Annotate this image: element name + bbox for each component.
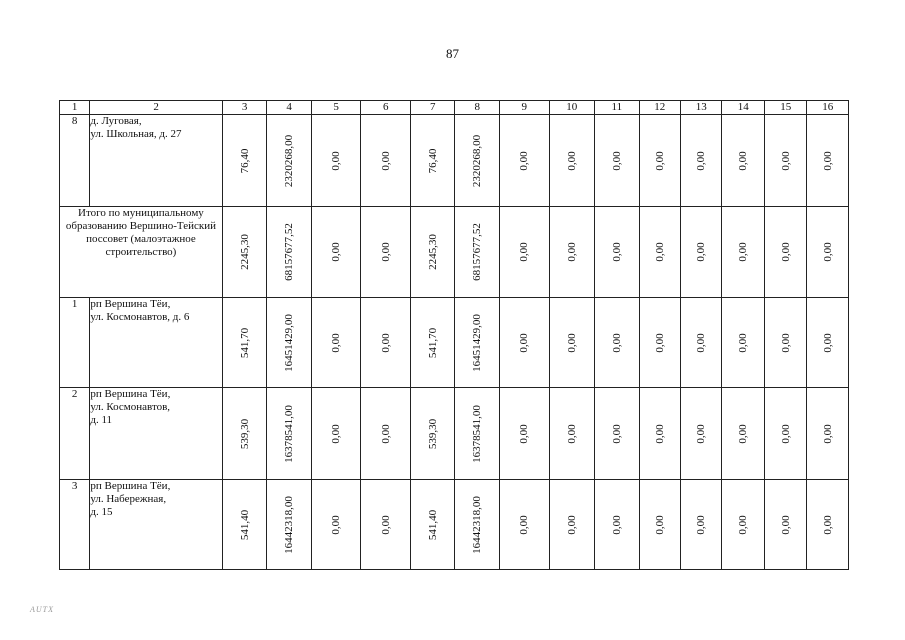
value-cell: [222, 388, 267, 480]
value-cell: [455, 115, 500, 207]
row-number: 2: [60, 388, 90, 480]
value-cell: [455, 388, 500, 480]
value-cell: [410, 115, 455, 207]
value-text: 0,00: [737, 242, 750, 262]
header-cell: 3: [222, 101, 267, 115]
header-cell: 4: [267, 101, 312, 115]
value-text: 0,00: [653, 423, 666, 444]
value-cell: [595, 480, 640, 570]
header-cell: 13: [681, 101, 722, 115]
value-text: 0,00: [330, 514, 343, 535]
value-cell: [681, 298, 722, 388]
value-text: 0,00: [821, 150, 834, 171]
value-text: 0,00: [695, 423, 708, 444]
value-cell: [549, 207, 595, 298]
value-text: 76,40: [238, 148, 251, 173]
value-text: 0,00: [610, 150, 623, 171]
value-text: 0,00: [695, 242, 708, 262]
value-text: 541,40: [238, 509, 251, 540]
value-cell: [455, 207, 500, 298]
value-cell: [410, 388, 455, 480]
header-cell: 5: [311, 101, 361, 115]
value-text: 68157677,52: [471, 223, 484, 281]
value-cell: [311, 298, 361, 388]
value-text: 2320268,00: [471, 134, 484, 187]
value-cell: [722, 298, 764, 388]
value-text: 541,70: [426, 327, 439, 358]
value-cell: [681, 207, 722, 298]
value-text: 0,00: [737, 150, 750, 171]
value-cell: [222, 115, 267, 207]
value-text: 0,00: [565, 242, 578, 262]
table-row: [60, 115, 849, 207]
table-row: [60, 298, 849, 388]
value-text: 0,00: [330, 242, 343, 262]
value-cell: [639, 298, 680, 388]
value-cell: [455, 298, 500, 388]
value-text: 0,00: [610, 423, 623, 444]
value-cell: [764, 388, 806, 480]
page-number: 87: [446, 46, 459, 61]
value-text: 0,00: [779, 150, 792, 171]
value-cell: [222, 480, 267, 570]
value-text: 0,00: [565, 423, 578, 444]
value-text: 16451429,00: [283, 313, 296, 372]
value-text: 0,00: [821, 242, 834, 262]
header-cell: 16: [807, 101, 849, 115]
value-cell: [311, 388, 361, 480]
value-cell: [595, 388, 640, 480]
value-text: 0,00: [379, 242, 392, 262]
data-table: [59, 100, 849, 570]
value-cell: [267, 480, 312, 570]
row-number: 1: [60, 298, 90, 388]
value-cell: [549, 388, 595, 480]
value-cell: [764, 298, 806, 388]
value-text: 0,00: [695, 332, 708, 353]
value-cell: [807, 388, 849, 480]
value-text: 0,00: [330, 423, 343, 444]
value-text: 16378541,00: [283, 404, 296, 463]
header-cell: 6: [361, 101, 411, 115]
value-text: 0,00: [653, 514, 666, 535]
value-text: 0,00: [565, 332, 578, 353]
value-cell: [410, 298, 455, 388]
value-text: 0,00: [518, 514, 531, 535]
value-text: 76,40: [426, 148, 439, 173]
table-row-total: [60, 207, 849, 298]
value-cell: [764, 480, 806, 570]
value-cell: [764, 207, 806, 298]
value-cell: [499, 388, 549, 480]
header-cell: 10: [549, 101, 595, 115]
total-label-cell: [60, 207, 223, 298]
value-text: 0,00: [779, 423, 792, 444]
value-text: 0,00: [610, 332, 623, 353]
value-text: 0,00: [821, 423, 834, 444]
header-cell: 14: [722, 101, 764, 115]
value-text: 0,00: [610, 514, 623, 535]
value-cell: [455, 480, 500, 570]
value-text: 0,00: [737, 332, 750, 353]
value-cell: [722, 480, 764, 570]
value-cell: [807, 298, 849, 388]
value-cell: [267, 388, 312, 480]
value-text: 0,00: [695, 514, 708, 535]
value-text: 0,00: [737, 423, 750, 444]
value-cell: [311, 480, 361, 570]
value-cell: [311, 115, 361, 207]
value-text: 539,30: [426, 418, 439, 449]
value-text: 0,00: [737, 514, 750, 535]
header-cell: 8: [455, 101, 500, 115]
value-cell: [722, 388, 764, 480]
value-cell: [595, 298, 640, 388]
value-text: 0,00: [695, 150, 708, 171]
value-text: 0,00: [653, 242, 666, 262]
value-text: 0,00: [379, 150, 392, 171]
header-cell: 1: [60, 101, 90, 115]
value-cell: [410, 207, 455, 298]
value-text: 541,40: [426, 509, 439, 540]
value-cell: [499, 298, 549, 388]
header-row: [60, 101, 849, 115]
value-text: 16442318,00: [283, 495, 296, 554]
value-text: 0,00: [653, 150, 666, 171]
value-cell: [549, 298, 595, 388]
value-cell: [311, 207, 361, 298]
value-text: 0,00: [518, 150, 531, 171]
value-cell: [722, 207, 764, 298]
value-cell: [681, 115, 722, 207]
value-cell: [764, 115, 806, 207]
address-cell: [90, 388, 223, 480]
total-label-text: Итого по муниципальному образованию Вершино-Тейский поссовет (малоэтажное строительство): [65, 207, 216, 258]
address-text: рп Вершина Тёи, ул. Космонавтов, д. 6: [90, 298, 190, 323]
footer-mark: AUTX: [30, 605, 54, 614]
row-number: 3: [60, 480, 90, 570]
value-cell: [639, 115, 680, 207]
value-cell: [639, 207, 680, 298]
value-text: 0,00: [779, 242, 792, 262]
value-text: 0,00: [565, 150, 578, 171]
value-text: 0,00: [610, 242, 623, 262]
value-cell: [499, 207, 549, 298]
value-text: 0,00: [821, 332, 834, 353]
value-cell: [361, 115, 411, 207]
header-cell: 7: [410, 101, 455, 115]
value-text: 539,30: [238, 418, 251, 449]
value-cell: [639, 388, 680, 480]
address-cell: [90, 480, 223, 570]
row-number: 8: [60, 115, 90, 207]
value-text: 0,00: [379, 332, 392, 353]
value-cell: [410, 480, 455, 570]
value-cell: [681, 388, 722, 480]
address-text: рп Вершина Тёи, ул. Космонавтов, д. 11: [90, 388, 171, 426]
value-cell: [222, 298, 267, 388]
table-row: [60, 388, 849, 480]
value-cell: [595, 115, 640, 207]
address-text: рп Вершина Тёи, ул. Набережная, д. 15: [90, 480, 171, 518]
header-cell: 9: [499, 101, 549, 115]
value-cell: [267, 207, 312, 298]
value-text: 68157677,52: [283, 223, 296, 281]
header-cell: 2: [90, 101, 223, 115]
value-cell: [361, 480, 411, 570]
value-text: 0,00: [379, 514, 392, 535]
value-cell: [267, 115, 312, 207]
header-cell: 11: [595, 101, 640, 115]
value-cell: [807, 480, 849, 570]
value-cell: [681, 480, 722, 570]
value-text: 0,00: [565, 514, 578, 535]
value-cell: [549, 115, 595, 207]
value-text: 0,00: [821, 514, 834, 535]
value-cell: [807, 207, 849, 298]
value-text: 541,70: [238, 327, 251, 358]
value-text: 0,00: [518, 423, 531, 444]
value-cell: [499, 480, 549, 570]
value-text: 2320268,00: [283, 134, 296, 187]
value-text: 2245,30: [426, 234, 439, 270]
value-text: 0,00: [779, 332, 792, 353]
address-cell: [90, 115, 223, 207]
value-text: 0,00: [779, 514, 792, 535]
value-cell: [722, 115, 764, 207]
value-text: 0,00: [518, 332, 531, 353]
value-text: 0,00: [330, 150, 343, 171]
header-cell: 12: [639, 101, 680, 115]
value-text: 2245,30: [238, 234, 251, 270]
value-cell: [361, 207, 411, 298]
value-cell: [267, 298, 312, 388]
value-cell: [807, 115, 849, 207]
value-text: 16442318,00: [471, 495, 484, 554]
value-text: 0,00: [379, 423, 392, 444]
header-cell: 15: [764, 101, 806, 115]
address-cell: [90, 298, 223, 388]
value-cell: [361, 298, 411, 388]
value-text: 16451429,00: [471, 313, 484, 372]
value-cell: [639, 480, 680, 570]
address-text: д. Луговая, ул. Школьная, д. 27: [90, 115, 182, 140]
value-cell: [499, 115, 549, 207]
value-text: 16378541,00: [471, 404, 484, 463]
value-text: 0,00: [653, 332, 666, 353]
value-cell: [361, 388, 411, 480]
table-row: [60, 480, 849, 570]
value-cell: [222, 207, 267, 298]
value-cell: [595, 207, 640, 298]
value-text: 0,00: [330, 332, 343, 353]
value-cell: [549, 480, 595, 570]
value-text: 0,00: [518, 242, 531, 262]
